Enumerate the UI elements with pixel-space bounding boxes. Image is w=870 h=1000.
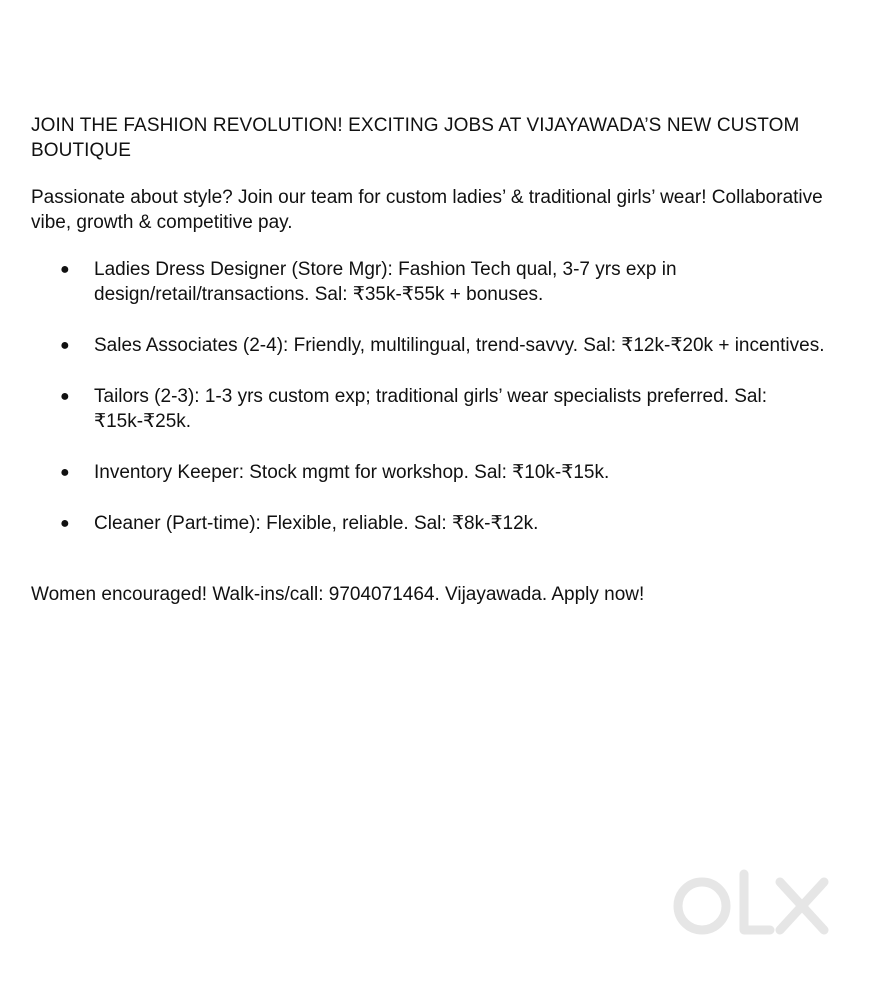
job-text: Cleaner (Part-time): Flexible, reliable. Sal: ₹8k-₹12k. <box>94 513 539 534</box>
job-text: Tailors (2-3): 1-3 yrs custom exp; traditional girls’ wear specialists preferred. Sal: ₹15k-₹25k. <box>94 386 767 432</box>
posting-heading: JOIN THE FASHION REVOLUTION! EXCITING JOBS AT VIJAYAWADA’S NEW CUSTOM BOUTIQUE <box>31 115 800 161</box>
olx-logo-icon <box>672 868 837 953</box>
job-text: Inventory Keeper: Stock mgmt for workshop. Sal: ₹10k-₹15k. <box>94 462 610 483</box>
posting-intro: Passionate about style? Join our team for custom ladies’ & traditional girls’ wear! Collaborative vibe, growth & competitive pay. <box>31 187 823 233</box>
bullet-icon: ● <box>60 388 70 405</box>
bullet-icon: ● <box>60 337 70 354</box>
bullet-icon: ● <box>60 515 70 532</box>
job-text: Ladies Dress Designer (Store Mgr): Fashion Tech qual, 3-7 yrs exp in design/retail/transactions. Sal: ₹35k-₹55k + bonuses. <box>94 259 677 305</box>
job-text: Sales Associates (2-4): Friendly, multilingual, trend-savvy. Sal: ₹12k-₹20k + incentives. <box>94 335 825 356</box>
bullet-icon: ● <box>60 261 70 278</box>
posting-footer: Women encouraged! Walk-ins/call: 9704071464. Vijayawada. Apply now! <box>31 584 645 605</box>
olx-watermark <box>672 868 837 953</box>
bullet-icon: ● <box>60 464 70 481</box>
